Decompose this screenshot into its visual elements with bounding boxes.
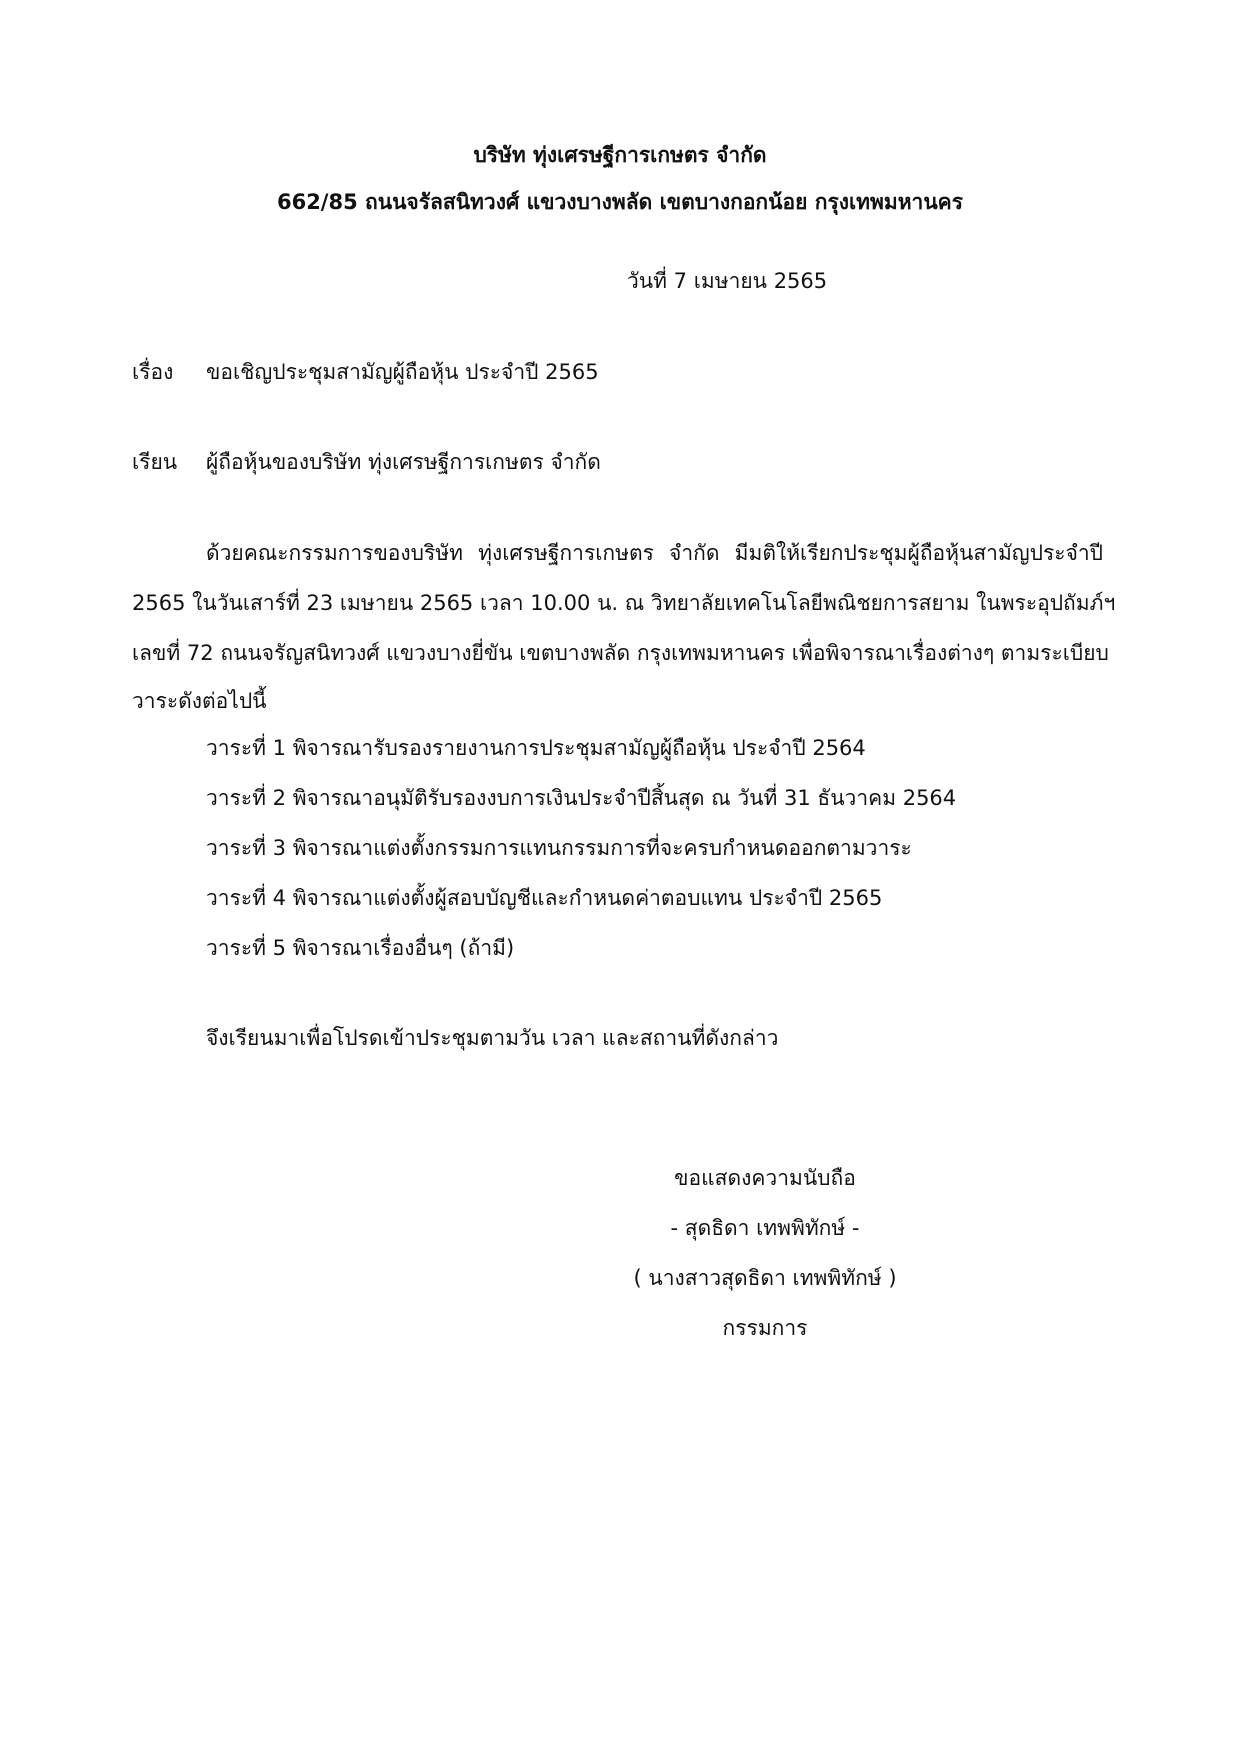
- subject-text: ขอเชิญประชุมสามัญผู้ถือหุ้น ประจำปี 2565: [206, 360, 599, 384]
- recipient-label: เรียน: [132, 450, 178, 474]
- signature-position: กรรมการ: [722, 1316, 808, 1340]
- agenda-item-2: วาระที่ 2 พิจารณาอนุมัติรับรองงบการเงินประจำปีสิ้นสุด ณ วันที่ 31 ธันวาคม 2564: [206, 786, 957, 810]
- body-line-1: ด้วยคณะกรรมการของบริษัท ทุ่งเศรษฐีการเกษตร จำกัด มีมติให้เรียกประชุมผู้ถือหุ้นสามัญประจำปี: [206, 541, 1103, 565]
- agenda-item-5: วาระที่ 5 พิจารณาเรื่องอื่นๆ (ถ้ามี): [206, 936, 515, 960]
- closing-statement: จึงเรียนมาเพื่อโปรดเข้าประชุมตามวัน เวลา และสถานที่ดังกล่าว: [206, 1026, 779, 1050]
- subject-label: เรื่อง: [132, 360, 174, 384]
- body-line-4: วาระดังต่อไปนี้: [132, 689, 267, 713]
- agenda-item-4: วาระที่ 4 พิจารณาแต่งตั้งผู้สอบบัญชีและกำหนดค่าตอบแทน ประจำปี 2565: [206, 886, 883, 910]
- letter-date: วันที่ 7 เมษายน 2565: [627, 269, 828, 293]
- agenda-item-3: วาระที่ 3 พิจารณาแต่งตั้งกรรมการแทนกรรมการที่จะครบกำหนดออกตามวาระ: [206, 836, 912, 860]
- body-line-2: 2565 ในวันเสาร์ที่ 23 เมษายน 2565 เวลา 10.00 น. ณ วิทยาลัยเทคโนโลยีพณิชยการสยาม ในพระอุปถัมภ์ฯ: [132, 591, 1116, 615]
- body-line-3: เลขที่ 72 ถนนจรัญสนิทวงศ์ แขวงบางยี่ขัน เขตบางพลัด กรุงเทพมหานคร เพื่อพิจารณาเรื่องต่างๆ ตามระเบียบ: [132, 641, 1109, 665]
- company-name: บริษัท ทุ่งเศรษฐีการเกษตร จำกัด: [473, 143, 767, 167]
- signature-regards: ขอแสดงความนับถือ: [674, 1166, 856, 1190]
- agenda-item-1: วาระที่ 1 พิจารณารับรองรายงานการประชุมสามัญผู้ถือหุ้น ประจำปี 2564: [206, 736, 866, 760]
- recipient-text: ผู้ถือหุ้นของบริษัท ทุ่งเศรษฐีการเกษตร จำกัด: [206, 450, 601, 474]
- company-address: 662/85 ถนนจรัลสนิทวงศ์ แขวงบางพลัด เขตบางกอกน้อย กรุงเทพมหานคร: [276, 190, 964, 214]
- signature-full-name: ( นางสาวสุดธิดา เทพพิทักษ์ ): [633, 1266, 897, 1290]
- signature-signed-name: - สุดธิดา เทพพิทักษ์ -: [670, 1216, 860, 1240]
